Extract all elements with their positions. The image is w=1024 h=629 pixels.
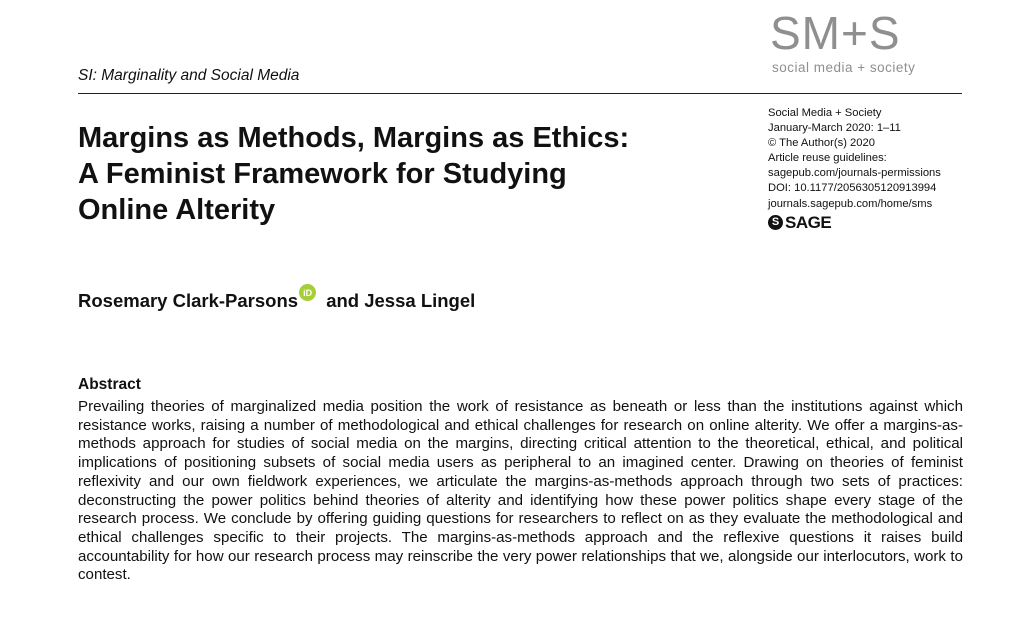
header-divider <box>78 93 962 94</box>
author-rest: and Jessa Lingel <box>321 289 476 311</box>
journal-logo-tagline: social media + society <box>772 60 916 75</box>
meta-copyright: © The Author(s) 2020 <box>768 137 875 150</box>
meta-journal-link[interactable]: journals.sagepub.com/home/sms <box>768 197 933 210</box>
meta-permissions-link[interactable]: sagepub.com/journals-permissions <box>768 167 941 180</box>
abstract-text: Prevailing theories of marginalized media position the work of resistance as beneath or less than the institutions against which resistance works, raising a number of methodological and ethical challenges for research on online alterity. We offer a margins-as-methods approach for studies of social media on the margins, directing critical attention to the theoretical, ethical, and political implications of positioning subsets of social media users as peripheral to an imagined center. Drawing on theories of feminist reflexivity and our own fieldwork experiences, we articulate the margins-as-methods approach through two sets of practices: deconstructing the power politics behind theories of alterity and identifying how these power politics shape every stage of the research process. We conclude by offering guiding questions for researchers to reflect on as they evaluate the methodological and ethical challenges specific to their projects. The margins-as-methods approach and the reflexive questions it raises build accountability for how our research process may reinscribe the very power relationships that we, alongside our interlocutors, work to contest. <box>78 398 963 584</box>
meta-issue: January-March 2020: 1–11 <box>768 122 901 135</box>
meta-journal: Social Media + Society <box>768 107 882 119</box>
journal-logo <box>768 7 928 75</box>
article-title <box>78 120 718 228</box>
special-issue-label: SI: Marginality and Social Media <box>78 67 300 84</box>
abstract-heading: Abstract <box>78 376 141 393</box>
article-title-line: Margins as Methods, Margins as Ethics: <box>78 122 630 154</box>
journal-logo-wordmark: SM+S <box>770 7 901 59</box>
article-metadata <box>768 106 968 230</box>
publisher-logo <box>768 212 968 232</box>
orcid-icon[interactable]: iD <box>299 284 316 301</box>
sage-icon: S <box>768 215 783 230</box>
meta-doi[interactable]: DOI: 10.1177/2056305120913994 <box>768 182 937 195</box>
meta-reuse-label: Article reuse guidelines: <box>768 152 887 165</box>
author-first: Rosemary Clark-Parsons <box>78 289 299 311</box>
author-line <box>78 288 475 313</box>
article-title-line: Online Alterity <box>78 194 276 226</box>
article-title-line: A Feminist Framework for Studying <box>78 158 567 190</box>
publisher-name: SAGE <box>785 212 832 232</box>
